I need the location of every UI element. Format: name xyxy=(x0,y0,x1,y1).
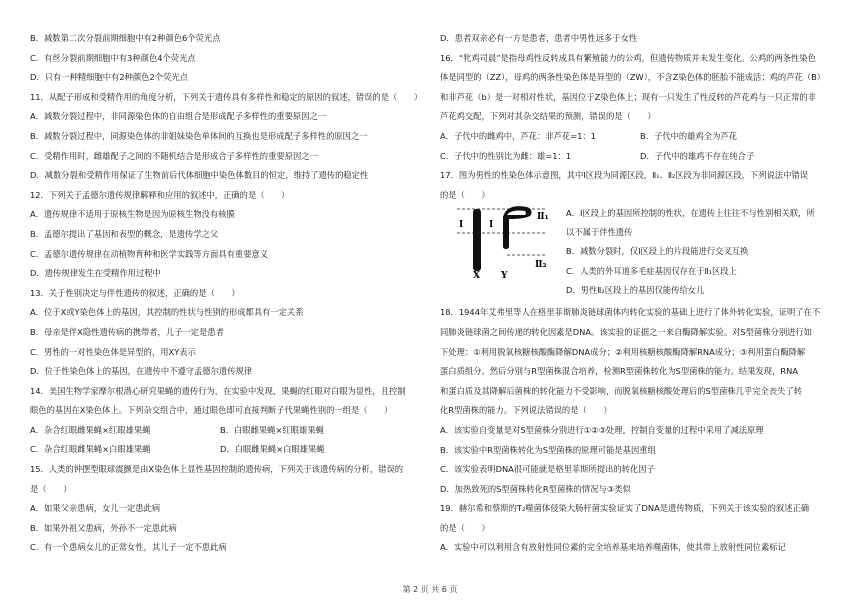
text-line: C．受精作用时，雌雄配子之间的不随机结合是形成合子多样性的重要原因之一 xyxy=(30,150,318,161)
x-chromosome xyxy=(473,209,481,271)
option-b: B．减数分裂时，仅Ⅰ区段上的片段能进行交叉互换 xyxy=(566,246,749,257)
question-13-stem: 13．关于性别决定与伴性遗传的叙述，正确的是（ ） xyxy=(30,287,240,298)
label-y: Y xyxy=(501,271,508,279)
text-line: D．只有一种精细胞中有2种颜色2个荧光点 xyxy=(30,72,188,83)
option-row xyxy=(30,440,428,460)
chromosome-svg xyxy=(447,205,559,279)
sex-chromosome-diagram xyxy=(447,205,559,279)
option-a: A．子代中的雌鸡中，芦花：非芦花=1：1 xyxy=(440,130,596,141)
option-a: A．杂合红眼雌果蝇×红眼雄果蝇 xyxy=(30,424,151,435)
text-line: 的是（ ） xyxy=(440,189,490,200)
text-line: 眼色的基因在X染色体上。下列杂交组合中，通过眼色即可直接判断子代果蝇性别的一组是（ ） xyxy=(30,405,393,416)
question-14-stem: 14．美国生物学家摩尔根潜心研究果蝇的遗传行为，在实验中发现，果蝇的红眼对白眼为显性，且控制 xyxy=(30,385,406,396)
text-line: C．孟德尔遗传规律在动植物育种和医学实践等方面具有重要意义 xyxy=(30,248,269,259)
option-c: C．杂合红眼雌果蝇×白眼雄果蝇 xyxy=(30,444,151,455)
option-d: D．男性Ⅱ₂区段上的基因仅能传给女儿 xyxy=(566,284,705,295)
option-row xyxy=(30,421,428,441)
text-line: B．减数第二次分裂前期细胞中有2种颜色6个荧光点 xyxy=(30,33,221,43)
option-b: B．白眼雌果蝇×红眼雄果蝇 xyxy=(220,424,324,435)
question-15-stem: 15．人类的钟摆型眼球震颤是由X染色体上显性基因控制的遗传病，下列关于该遗传病的分析，错误的 xyxy=(30,464,404,475)
option-a-continued: 以不属于伴性遗传 xyxy=(566,227,633,238)
text-line: 的是（ ） xyxy=(440,522,490,533)
text-line: 蛋白质组分。然后分别与R型菌株混合培养，检测R型菌株转化为S型菌株的能力。结果发现，RNA xyxy=(440,366,799,377)
label-region-i-left: Ⅰ xyxy=(459,220,464,230)
text-line: A．该实验自变量是对S型菌株分别进行①②③处理，控制自变量的过程中采用了减法原理 xyxy=(440,424,764,435)
question-19-stem: 19．赫尔希和蔡斯的T₂噬菌体侵染大肠杆菌实验证实了DNA是遗传物质，下列关于该实验的叙述正确 xyxy=(440,503,810,514)
text-line: B．减数分裂过程中，同源染色体的非姐妹染色单体间的互换也是形成配子多样性的原因之一 xyxy=(30,130,368,141)
question-16-stem: 16．“牝鸡司晨”是指母鸡性反转成具有繁殖能力的公鸡，但遗传物质并未发生变化。公鸡的两条性染色 xyxy=(440,52,816,63)
text-line: 同肺炎链球菌之间传递的转化因素是DNA。该实验的证据之一来自酶降解实验。对S型菌株分别进行如 xyxy=(440,326,813,337)
option-row xyxy=(440,127,848,147)
text-line: A．遗传规律不适用于原核生物是因为原核生物没有核膜 xyxy=(30,209,235,220)
text-line: B．孟德尔提出了基因和表型的概念，是遗传学之父 xyxy=(30,228,219,239)
text-line: D．患者双亲必有一方是患者，患者中男性远多于女性 xyxy=(440,33,638,43)
text-line: C．该实验表明DNA很可能就是格里菲斯所提出的转化因子 xyxy=(440,464,655,475)
label-x: X xyxy=(473,271,480,279)
option-row xyxy=(440,147,848,167)
text-line: 下处理：①利用脱氧核糖核酸酶降解DNA成分；②利用核糖核酸酶降解RNA成分；③利用蛋白酶降解 xyxy=(440,346,806,357)
text-line: 是（ ） xyxy=(30,483,72,494)
label-region-ii2: Ⅱ₂ xyxy=(535,260,547,270)
text-line: D．加热致死的S型菌株转化R型菌株的情况与③类似 xyxy=(440,483,631,494)
question-17-stem: 17．图为男性的性染色体示意图，其中Ⅰ区段为同源区段，Ⅱ₁、Ⅱ₂区段为非同源区段，下列说法中错误 xyxy=(440,170,808,181)
option-d: D．子代中的雄鸡不存在纯合子 xyxy=(640,150,755,161)
text-line: A．实验中可以利用含有放射性同位素的完全培养基来培养噬菌体，使其带上放射性同位素标记 xyxy=(440,542,786,553)
option-c: C．人类的外耳道多毛症基因仅存在于Ⅱ₁区段上 xyxy=(566,265,737,276)
text-line: B．该实验中R型菌株转化为S型菌株的原理可能是基因重组 xyxy=(440,444,656,455)
option-a: A．Ⅰ区段上的基因所控制的性状，在遗传上往往不与性别相关联，所 xyxy=(566,208,815,218)
text-line: 和蛋白质及其降解后菌株的转化能力不受影响，而脱氧核糖核酸处理后的S型菌株几乎完全丧失了转 xyxy=(440,385,803,396)
text-line: C．男性的一对性染色体是异型的，用XY表示 xyxy=(30,346,196,357)
question-11-stem: 11．从配子形成和受精作用的角度分析，下列关于遗传具有多样性和稳定的原因的叙述，错误的是（ ） xyxy=(30,91,423,102)
question-17-options xyxy=(566,204,848,300)
option-d: D．白眼雌果蝇×白眼雄果蝇 xyxy=(220,444,325,455)
text-line: 体是同型的（ZZ），母鸡的两条性染色体是异型的（ZW），不含Z染色体的胚胎不能成活；鸡的芦花（B） xyxy=(440,72,826,83)
y-chromosome xyxy=(503,215,509,249)
question-12-stem: 12．下列关于孟德尔遗传规律解释和应用的叙述中，正确的是（ ） xyxy=(30,189,290,200)
text-line: A．减数分裂过程中，非同源染色体的自由组合是形成配子多样性的重要原因之一 xyxy=(30,111,327,122)
option-b: B．子代中的雄鸡全为芦花 xyxy=(640,130,737,141)
text-line: D．减数分裂和受精作用保证了生物前后代体细胞中染色体数目的恒定，维持了遗传的稳定性 xyxy=(30,170,369,181)
label-region-ii1: Ⅱ₁ xyxy=(537,212,549,222)
text-line: 和非芦花（b）是一对相对性状，基因位于Z染色体上；现有一只发生了性反转的芦花鸡与一只正常的非 xyxy=(440,91,817,102)
text-line: D．位于性染色体上的基因，在遗传中不遵守孟德尔遗传规律 xyxy=(30,366,253,377)
text-line: B．母亲是伴X隐性遗传病的携带者，儿子一定是患者 xyxy=(30,326,224,337)
text-line: A．如果父亲患病，女儿一定患此病 xyxy=(30,503,161,514)
option-c: C．子代中的性别比为雌：雄=1：1 xyxy=(440,150,572,161)
text-line: C．有丝分裂前期细胞中有3种颜色4个荧光点 xyxy=(30,52,196,63)
page-footer: 第 2 页 共 6 页 xyxy=(402,585,458,594)
left-column xyxy=(30,29,428,558)
question-18-stem: 18．1944年艾弗里等人在格里菲斯肺炎链球菌体内转化实验的基础上进行了体外转化实验，证明了在不 xyxy=(440,307,821,318)
text-line: B．如果外祖父患病，外孙不一定患此病 xyxy=(30,522,177,533)
text-line: D．遗传规律发生在受精作用过程中 xyxy=(30,268,161,279)
text-line: C．有一个患病女儿的正常女性，其儿子一定不患此病 xyxy=(30,542,227,553)
text-line: A．位于X或Y染色体上的基因，其控制的性状与性别的形成都具有一定关系 xyxy=(30,307,304,318)
text-line: 化R型菌株的能力。下列说法错误的是（ ） xyxy=(440,405,612,416)
text-line: 芦花鸡交配，下列对其杂交结果的预测，错误的是（ ） xyxy=(440,111,656,122)
label-region-i-right: Ⅰ xyxy=(489,220,494,230)
